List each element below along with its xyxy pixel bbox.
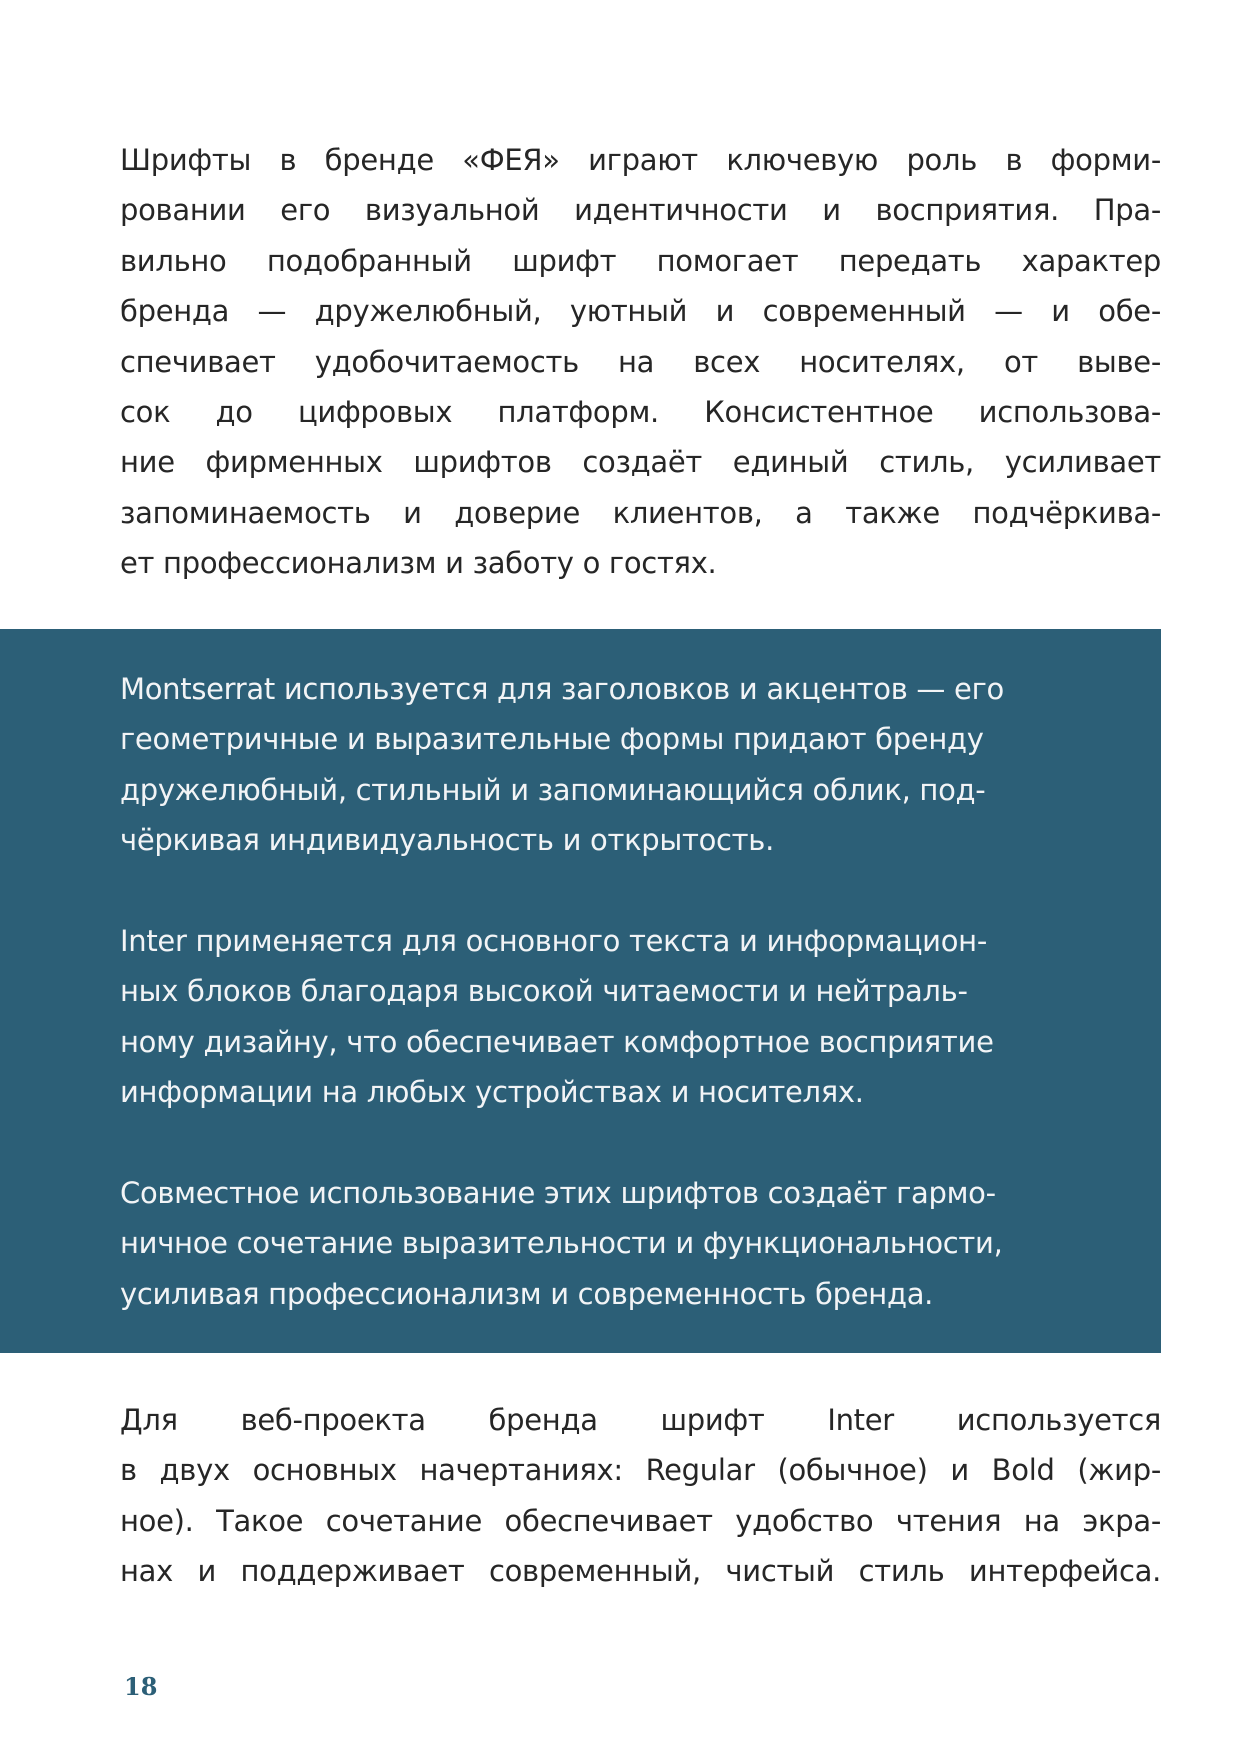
- text-line: усиливая профессионализм и современность бренда.: [120, 1276, 934, 1311]
- text-line: ничное сочетание выразительности и функциональности,: [120, 1226, 1003, 1261]
- text-line: Совместное использование этих шрифтов создаёт гармо-: [120, 1176, 996, 1210]
- text-line: информации на любых устройствах и носителях.: [120, 1075, 864, 1110]
- inter-paragraph: [120, 916, 1140, 1118]
- text-line: ровании его визуальной идентичности и восприятия. Пра-: [120, 193, 1161, 228]
- intro-paragraph: [120, 135, 1161, 589]
- text-line: ние фирменных шрифтов создаёт единый стиль, усиливает: [120, 445, 1161, 480]
- text-line: в двух основных начертаниях: Regular (обычное) и Bold (жир-: [120, 1453, 1161, 1488]
- web-fonts-paragraph: [120, 1395, 1161, 1597]
- text-line: нах и поддерживает современный, чистый стиль интерфейса.: [120, 1554, 1161, 1589]
- text-line: геометричные и выразительные формы придают бренду: [120, 722, 984, 757]
- combination-paragraph: [120, 1168, 1140, 1319]
- text-line: ет профессионализм и заботу о гостях.: [120, 546, 717, 581]
- text-line: бренда — дружелюбный, уютный и современный — и обе-: [120, 294, 1161, 329]
- text-line: ных блоков благодаря высокой читаемости и нейтраль-: [120, 974, 968, 1009]
- text-line: Montserrat используется для заголовков и акцентов — его: [120, 672, 1004, 706]
- text-line: чёркивая индивидуальность и открытость.: [120, 823, 774, 858]
- text-line: вильно подобранный шрифт помогает передать характер: [120, 243, 1161, 278]
- text-line: Inter применяется для основного текста и информацион-: [120, 924, 988, 958]
- text-line: Для веб-проекта бренда шрифт Inter используется: [120, 1403, 1161, 1437]
- text-line: спечивает удобочитаемость на всех носителях, от выве-: [120, 344, 1161, 379]
- text-line: сок до цифровых платформ. Консистентное использова-: [120, 395, 1161, 430]
- page-number: 18: [124, 1672, 158, 1701]
- text-line: запоминаемость и доверие клиентов, а также подчёркива-: [120, 495, 1161, 530]
- fonts-highlight-block: [0, 629, 1161, 1353]
- text-line: дружелюбный, стильный и запоминающийся облик, под-: [120, 772, 986, 807]
- text-line: Шрифты в бренде «ФЕЯ» играют ключевую роль в форми-: [120, 143, 1161, 177]
- text-line: ному дизайну, что обеспечивает комфортное восприятие: [120, 1024, 994, 1059]
- text-line: ное). Такое сочетание обеспечивает удобство чтения на экра-: [120, 1503, 1161, 1538]
- montserrat-paragraph: [120, 664, 1140, 866]
